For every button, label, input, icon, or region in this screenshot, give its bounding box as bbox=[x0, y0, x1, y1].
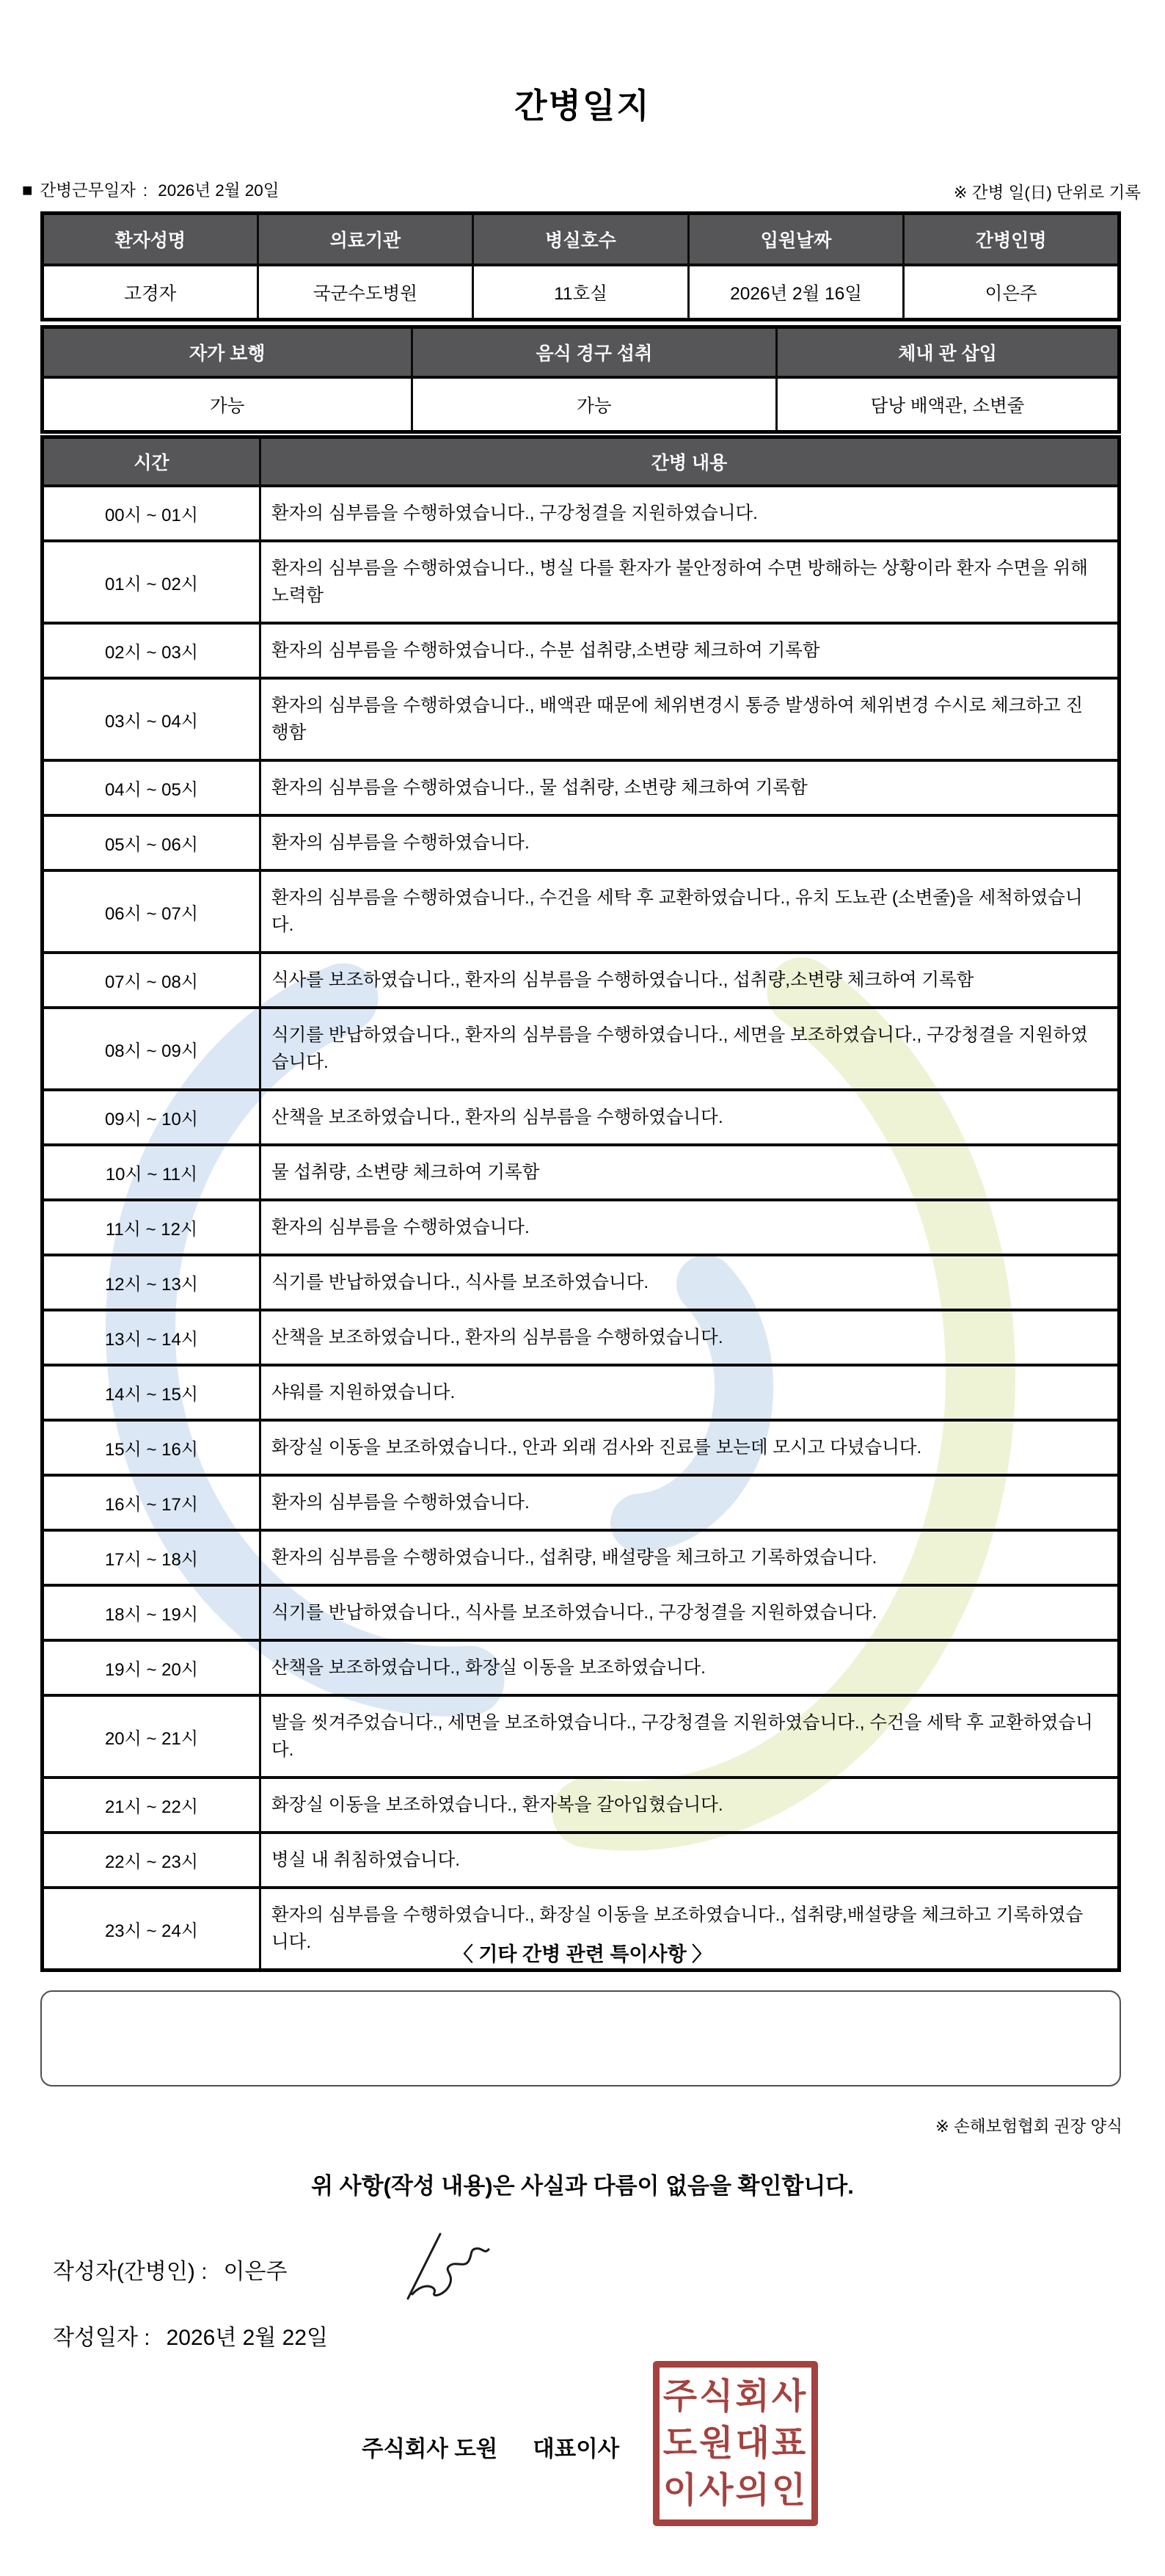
patient-info-value-cell: 국군수도병원 bbox=[258, 265, 473, 320]
care-log-row bbox=[43, 1530, 1120, 1585]
care-log-content-cell: 환자의 심부름을 수행하였습니다., 화장실 이동을 보조하였습니다., 섭취량,배설량을 체크하고 기록하였습니다. bbox=[260, 1888, 1120, 1971]
care-log-content-cell: 병실 내 취침하였습니다. bbox=[260, 1833, 1120, 1888]
care-log-row bbox=[43, 678, 1120, 760]
care-log-row bbox=[43, 1365, 1120, 1420]
patient-info-header-row bbox=[43, 214, 1120, 266]
care-log-time-cell: 19시 ~ 20시 bbox=[43, 1640, 260, 1695]
patient-info-value-cell: 2026년 2월 16일 bbox=[688, 265, 904, 320]
patient-status-header-cell: 음식 경구 섭취 bbox=[412, 327, 777, 378]
patient-status-value-cell: 담낭 배액관, 소변줄 bbox=[777, 377, 1120, 432]
writer-label: 작성자(간병인) : bbox=[53, 2260, 208, 2284]
care-log-header-row bbox=[43, 437, 1120, 487]
page-title: 간병일지 bbox=[514, 87, 651, 125]
care-log-content-cell: 식기를 반납하였습니다., 식사를 보조하였습니다., 구강청결을 지원하였습니다. bbox=[260, 1585, 1120, 1640]
writer-name: 이은주 bbox=[223, 2260, 288, 2284]
patient-info-header-cell: 병실호수 bbox=[473, 214, 689, 266]
care-log-content-cell: 환자의 심부름을 수행하였습니다., 수분 섭취량,소변량 체크하여 기록함 bbox=[260, 623, 1120, 678]
unit-note: ※ 간병 일(日) 단위로 기록 bbox=[953, 183, 1141, 202]
care-log-content-cell: 환자의 심부름을 수행하였습니다., 구강청결을 지원하였습니다. bbox=[260, 486, 1120, 541]
care-log-row bbox=[43, 1778, 1120, 1833]
care-log-time-cell: 23시 ~ 24시 bbox=[43, 1888, 260, 1971]
care-log-row bbox=[43, 623, 1120, 678]
notes-heading: 〈 기타 간병 관련 특이사항 〉 bbox=[453, 1943, 712, 1965]
care-log-content-cell: 산책을 보조하였습니다., 환자의 심부름을 수행하였습니다. bbox=[260, 1310, 1120, 1365]
company-row bbox=[362, 2431, 619, 2463]
care-log-time-cell: 15시 ~ 16시 bbox=[43, 1420, 260, 1475]
care-log-row bbox=[43, 1420, 1120, 1475]
patient-info-value-cell: 이은주 bbox=[904, 265, 1120, 320]
care-log-content-cell: 환자의 심부름을 수행하였습니다. bbox=[260, 1475, 1120, 1530]
care-log-row bbox=[43, 1695, 1120, 1778]
care-log-time-cell: 11시 ~ 12시 bbox=[43, 1200, 260, 1255]
patient-info-value-cell: 11호실 bbox=[473, 265, 689, 320]
care-log-row bbox=[43, 1090, 1120, 1145]
write-date-label: 작성일자 : bbox=[53, 2326, 150, 2350]
patient-info-header-cell: 간병인명 bbox=[904, 214, 1120, 266]
patient-status-header-cell: 자가 보행 bbox=[43, 327, 412, 378]
care-log-row bbox=[43, 1475, 1120, 1530]
care-log-row bbox=[43, 1200, 1120, 1255]
care-log-content-cell: 환자의 심부름을 수행하였습니다., 수건을 세탁 후 교환하였습니다., 유치 도뇨관 (소변줄)을 세척하였습니다. bbox=[260, 870, 1120, 953]
care-log-content-cell: 환자의 심부름을 수행하였습니다., 병실 다를 환자가 불안정하여 수면 방해하는 상황이라 환자 수면을 위해 노력함 bbox=[260, 541, 1120, 623]
care-log-content-cell: 식기를 반납하였습니다., 식사를 보조하였습니다. bbox=[260, 1255, 1120, 1310]
care-log-row bbox=[43, 1585, 1120, 1640]
care-log-content-cell: 식기를 반납하였습니다., 환자의 심부름을 수행하였습니다., 세면을 보조하였습니다., 구강청결을 지원하였습니다. bbox=[260, 1008, 1120, 1090]
care-log-row bbox=[43, 1640, 1120, 1695]
care-log-time-cell: 13시 ~ 14시 bbox=[43, 1310, 260, 1365]
care-log-row bbox=[43, 760, 1120, 815]
patient-status-header-row bbox=[43, 327, 1120, 378]
care-log-time-cell: 14시 ~ 15시 bbox=[43, 1365, 260, 1420]
care-log-time-cell: 21시 ~ 22시 bbox=[43, 1778, 260, 1833]
work-date-value: 2026년 2월 20일 bbox=[158, 181, 280, 200]
care-log-row bbox=[43, 1310, 1120, 1365]
seal-text-line: 주식회사 bbox=[662, 2376, 808, 2416]
care-log-content-cell: 환자의 심부름을 수행하였습니다., 섭취량, 배설량을 체크하고 기록하였습니다. bbox=[260, 1530, 1120, 1585]
care-log-time-cell: 00시 ~ 01시 bbox=[43, 486, 260, 541]
care-log-time-cell: 10시 ~ 11시 bbox=[43, 1145, 260, 1200]
care-log-time-cell: 06시 ~ 07시 bbox=[43, 870, 260, 953]
seal-text-line: 이사의인 bbox=[662, 2470, 808, 2510]
care-log-content-cell: 산책을 보조하였습니다., 환자의 심부름을 수행하였습니다. bbox=[260, 1090, 1120, 1145]
care-work-date bbox=[22, 178, 280, 201]
patient-status-table bbox=[40, 325, 1121, 434]
care-log-time-cell: 04시 ~ 05시 bbox=[43, 760, 260, 815]
care-log-time-cell: 03시 ~ 04시 bbox=[43, 678, 260, 760]
patient-info-value-row bbox=[43, 265, 1120, 320]
care-log-table bbox=[40, 435, 1121, 1972]
patient-status-value-cell: 가능 bbox=[43, 377, 412, 432]
care-log-content-cell: 산책을 보조하였습니다., 화장실 이동을 보조하였습니다. bbox=[260, 1640, 1120, 1695]
work-date-label: 간병근무일자 bbox=[40, 181, 136, 200]
care-log-time-cell: 16시 ~ 17시 bbox=[43, 1475, 260, 1530]
care-log-row bbox=[43, 541, 1120, 623]
care-log-time-cell: 18시 ~ 19시 bbox=[43, 1585, 260, 1640]
seal-text-line: 도원대표 bbox=[662, 2423, 808, 2463]
company-seal-stamp bbox=[653, 2361, 818, 2526]
write-date-row bbox=[53, 2319, 328, 2351]
care-log-time-cell: 08시 ~ 09시 bbox=[43, 1008, 260, 1090]
care-log-content-cell: 샤워를 지원하였습니다. bbox=[260, 1365, 1120, 1420]
writer-row bbox=[53, 2253, 287, 2285]
care-log-content-header: 간병 내용 bbox=[260, 437, 1120, 487]
care-log-content-cell: 발을 씻겨주었습니다., 세면을 보조하였습니다., 구강청결을 지원하였습니다., 수건을 세탁 후 교환하였습니다. bbox=[260, 1695, 1120, 1778]
care-log-time-cell: 20시 ~ 21시 bbox=[43, 1695, 260, 1778]
recommended-form-note: ※ 손해보험협회 권장 양식 bbox=[935, 2117, 1122, 2136]
care-log-row bbox=[43, 1255, 1120, 1310]
patient-info-header-cell: 의료기관 bbox=[258, 214, 473, 266]
care-log-time-cell: 01시 ~ 02시 bbox=[43, 541, 260, 623]
care-log-time-cell: 02시 ~ 03시 bbox=[43, 623, 260, 678]
care-log-time-cell: 22시 ~ 23시 bbox=[43, 1833, 260, 1888]
patient-info-header-cell: 환자성명 bbox=[43, 214, 258, 266]
care-log-time-cell: 17시 ~ 18시 bbox=[43, 1530, 260, 1585]
patient-status-header-cell: 체내 관 삽입 bbox=[777, 327, 1120, 378]
care-log-time-cell: 05시 ~ 06시 bbox=[43, 815, 260, 870]
confirmation-statement: 위 사항(작성 내용)은 사실과 다름이 없음을 확인합니다. bbox=[311, 2173, 854, 2199]
care-log-content-cell: 물 섭취량, 소변량 체크하여 기록함 bbox=[260, 1145, 1120, 1200]
care-log-content-cell: 화장실 이동을 보조하였습니다., 환자복을 갈아입혔습니다. bbox=[260, 1778, 1120, 1833]
company-name: 주식회사 도원 bbox=[362, 2437, 498, 2462]
care-log-row bbox=[43, 1145, 1120, 1200]
colon-separator: : bbox=[142, 181, 148, 200]
care-log-content-cell: 환자의 심부름을 수행하였습니다., 물 섭취량, 소변량 체크하여 기록함 bbox=[260, 760, 1120, 815]
handwritten-signature bbox=[402, 2230, 505, 2303]
care-log-content-cell: 화장실 이동을 보조하였습니다., 안과 외래 검사와 진료를 보는데 모시고 다녔습니다. bbox=[260, 1420, 1120, 1475]
care-log-row bbox=[43, 1833, 1120, 1888]
black-square-icon: ■ bbox=[22, 181, 33, 200]
patient-status-value-cell: 가능 bbox=[412, 377, 777, 432]
care-log-row bbox=[43, 815, 1120, 870]
care-log-time-header: 시간 bbox=[43, 437, 260, 487]
care-log-content-cell: 환자의 심부름을 수행하였습니다., 배액관 때문에 체위변경시 통증 발생하여 체위변경 수시로 체크하고 진행함 bbox=[260, 678, 1120, 760]
care-log-row bbox=[43, 870, 1120, 953]
care-log-content-cell: 환자의 심부름을 수행하였습니다. bbox=[260, 815, 1120, 870]
care-log-time-cell: 12시 ~ 13시 bbox=[43, 1255, 260, 1310]
write-date-value: 2026년 2월 22일 bbox=[166, 2326, 328, 2350]
notes-box bbox=[40, 1990, 1121, 2086]
company-title: 대표이사 bbox=[533, 2437, 620, 2462]
care-log-content-cell: 환자의 심부름을 수행하였습니다. bbox=[260, 1200, 1120, 1255]
patient-status-value-row bbox=[43, 377, 1120, 432]
patient-info-table bbox=[40, 211, 1121, 321]
care-log-content-cell: 식사를 보조하였습니다., 환자의 심부름을 수행하였습니다., 섭취량,소변량 체크하여 기록함 bbox=[260, 953, 1120, 1008]
patient-info-header-cell: 입원날짜 bbox=[688, 214, 904, 266]
care-log-row bbox=[43, 953, 1120, 1008]
care-log-row bbox=[43, 1008, 1120, 1090]
care-log-time-cell: 09시 ~ 10시 bbox=[43, 1090, 260, 1145]
patient-info-value-cell: 고경자 bbox=[43, 265, 258, 320]
care-log-time-cell: 07시 ~ 08시 bbox=[43, 953, 260, 1008]
care-log-row bbox=[43, 486, 1120, 541]
